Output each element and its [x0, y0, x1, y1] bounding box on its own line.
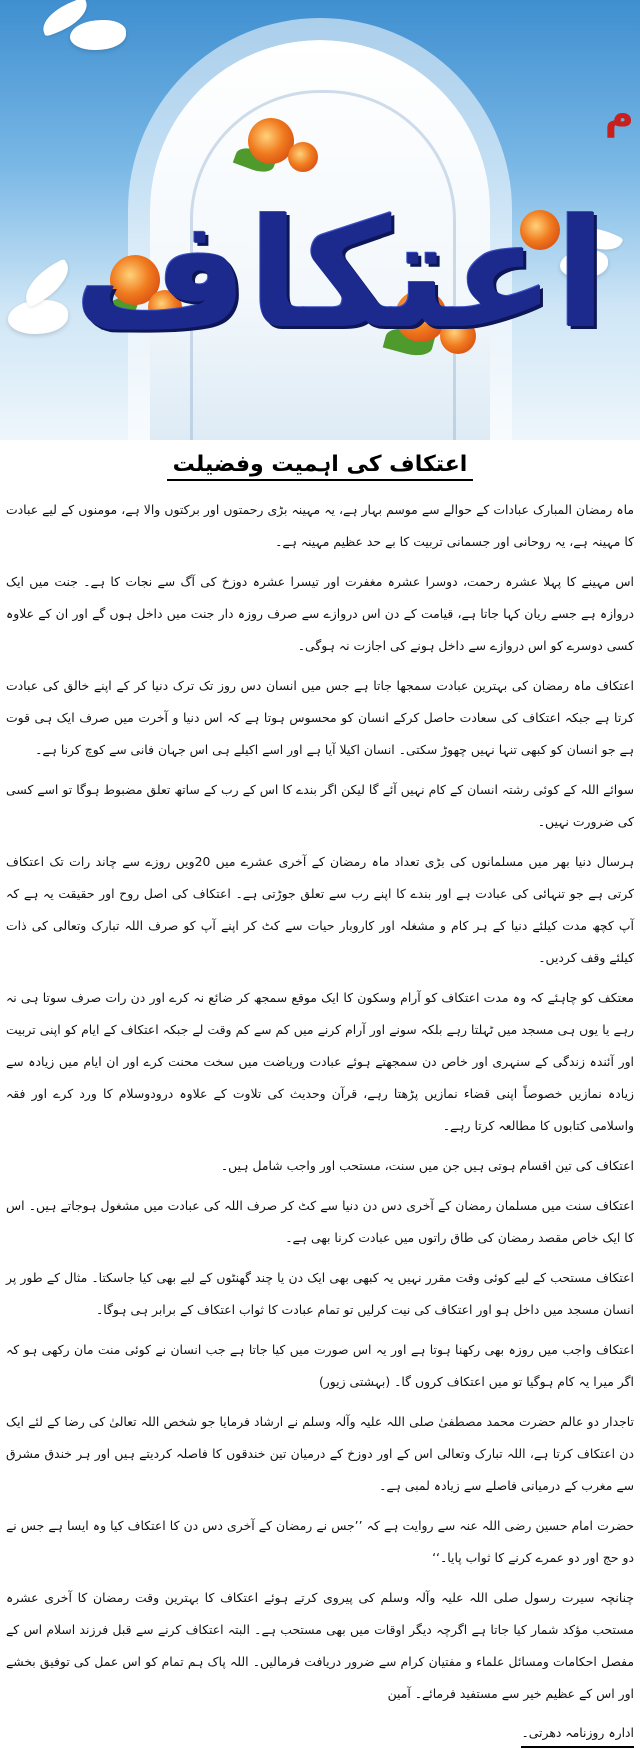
article-signoff: ادارہ روزنامہ دھرتی۔ [521, 1720, 634, 1748]
paragraph: اعتکاف واجب میں روزہ بھی رکھنا ہوتا ہے اور یہ اس صورت میں کیا جاتا ہے جب انسان نے کوئی منت مان رکھی ہو کہ اگر میرا یہ کام ہوگیا تو میں اعتکاف کروں گا۔ (بہشتی زیور) [6, 1342, 634, 1389]
hero-corner-text: م [604, 92, 634, 138]
paragraph: اعتکاف سنت میں مسلمان رمضان کے آخری دس دن دنیا سے کٹ کر صرف اللہ کی عبادت میں مشغول ہوجاتے ہیں۔ اس کا ایک خاص مقصد رمضان کی طاق راتوں میں عبادت کرنا بھی ہے۔ [6, 1198, 634, 1245]
paragraph: چنانچہ سیرت رسول صلی اللہ علیہ وآلہ وسلم کی پیروی کرتے ہوئے اعتکاف کا بہترین وقت رمضان کا آخری عشرہ مستحب مؤکد شمار کیا جاتا ہے اگرچہ دیگر اوقات میں بھی مستحب ہے۔ البتہ اعتکاف کرنے سے قبل فرزند اسلام اس کے مفصل احکامات ومسائل علماء و مفتیان کرام سے ضرور دریافت فرمالیں۔ اللہ پاک ہم تمام کو اس عمل کی توفیق بخشے اور اس کے عظیم خیر سے مستفید فرمائے۔ آمین [6, 1590, 634, 1701]
dove-icon [8, 300, 68, 334]
paragraph: اعتکاف مستحب کے لیے کوئی وقت مقرر نہیں یہ کبھی بھی ایک دن یا چند گھنٹوں کے لیے بھی کیا جاسکتا۔ مثال کے طور پر انسان مسجد میں داخل ہو اور اعتکاف کی نیت کرلیں تو تمام عبادت کا ثواب اعتکاف کے برابر ہی ہوگا۔ [6, 1270, 634, 1317]
paragraph: ماہ رمضان المبارک عبادات کے حوالے سے موسم بہار ہے، یہ مہینہ بڑی رحمتوں اور برکتوں والا ہے، مومنوں کے لیے عبادت کا مہینہ ہے، یہ روحانی اور جسمانی تربیت کا بے حد عظیم مہینہ ہے۔ [6, 502, 634, 549]
paragraph: حضرت امام حسین رضی اللہ عنہ سے روایت ہے کہ ’’جس نے رمضان کے آخری دس دن کا اعتکاف کیا وہ ایسا ہے جس نے دو حج اور دو عمرے کرنے کا ثواب پایا۔‘‘ [6, 1518, 634, 1565]
article-title-text: اعتکاف کی اہمیت وفضیلت [167, 452, 474, 481]
dove-icon [70, 20, 126, 50]
article [6, 448, 634, 1743]
paragraph: سوائے اللہ کے کوئی رشتہ انسان کے کام نہیں آئے گا لیکن اگر بندے کا اس کے رب کے ساتھ تعلق مضبوط ہوگا تو اسے کسی کی ضرورت نہیں۔ [6, 782, 634, 829]
paragraph: اس مہینے کا پہلا عشرہ رحمت، دوسرا عشرہ مغفرت اور تیسرا عشرہ دوزخ کی آگ سے نجات کا ہے۔ جنت میں ایک دروازہ ہے جسے ریان کہا جاتا ہے، قیامت کے دن اس دروازے سے صرف روزہ دار جنت میں داخل ہوں گے اور ان کے علاوہ کسی دوسرے کو اس دروازے سے داخل ہونے کی اجازت نہ ہوگی۔ [6, 574, 634, 653]
hero-title: اعتکاف [73, 188, 607, 362]
paragraph: تاجدار دو عالم حضرت محمد مصطفیٰ صلی اللہ علیہ وآلہ وسلم نے ارشاد فرمایا جو شخص اللہ تعالیٰ کی رضا کے لئے ایک دن اعتکاف کرتا ہے، اللہ تبارک وتعالی اس کے اور دوزخ کے درمیان تین خندقوں کا فاصلہ کردیتے ہیں اور ہر خندق مشرق سے مغرب کے درمیانی فاصلے سے زیادہ لمبی ہے۔ [6, 1414, 634, 1493]
paragraph: اعتکاف کی تین اقسام ہوتی ہیں جن میں سنت، مستحب اور واجب شامل ہیں۔ [220, 1158, 634, 1173]
paragraph: اعتکاف ماہ رمضان کی بہترین عبادت سمجھا جاتا ہے جس میں انسان دس روز تک ترک دنیا کر کے اپنے خالق کی عبادت کرتا ہے جبکہ اعتکاف کی سعادت حاصل کرکے انسان کو محسوس ہوتا ہے کہ اس دنیا و آخرت میں صرف ایک ہی قوت ہے جو انسان کو کبھی تنہا نہیں چھوڑ سکتی۔ انسان اکیلا آیا ہے اور اسے اکیلے ہی اس جہان فانی سے کوچ کرنا ہے۔ [6, 678, 634, 757]
hero-banner [0, 0, 640, 440]
paragraph: ہرسال دنیا بھر میں مسلمانوں کی بڑی تعداد ماہ رمضان کے آخری عشرے میں 20ویں روزے سے چاند رات تک اعتکاف کرتی ہے جو تنہائی کی عبادت ہے اور بندے کا اپنے رب سے تعلق جوڑتی ہے۔ اعتکاف کی اصل روح اور حقیقت یہ ہے کہ آپ کچھ مدت کیلئے دنیا کے ہر کام و مشغلہ اور کاروبار حیات سے کٹ کر اپنے آپ کو صرف اللہ تبارک وتعالی کی ذات کیلئے وقف کردیں۔ [6, 854, 634, 965]
paragraph: معتکف کو چاہئے کہ وہ مدت اعتکاف کو آرام وسکون کا ایک موقع سمجھ کر ضائع نہ کرے اور دن رات صرف سوتا ہی نہ رہے یا یوں ہی مسجد میں ٹہلتا رہے بلکہ سونے اور آرام کرنے میں کم سے کم وقت لے جبکہ اعتکاف کے ایام کو اپنی تربیت اور آئندہ زندگی کے سنہری اور خاص دن سمجھتے ہوئے عبادت وریاضت میں سخت محنت کرے اور ان ایام میں زیادہ سے زیادہ نمازیں خصوصاً اپنی قضاء نمازیں پڑھتا رہے، قرآن وحدیث کی تلاوت کے علاوہ درودوسلام کا ورد کرے اور فقہ واسلامی کتابوں کا مطالعہ کرتا رہے۔ [6, 990, 634, 1133]
flower-icon [288, 142, 318, 172]
article-title [6, 448, 634, 482]
